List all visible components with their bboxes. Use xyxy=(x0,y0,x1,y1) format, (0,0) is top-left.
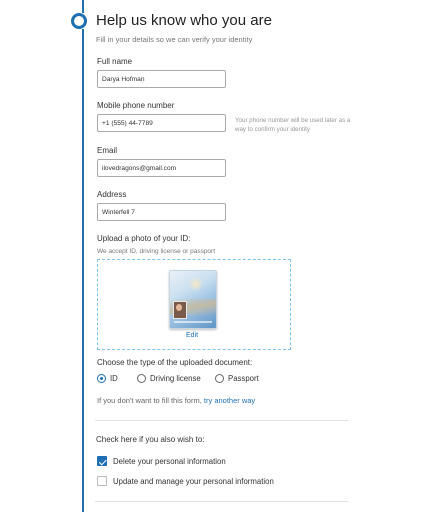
email-label: Email xyxy=(97,146,118,155)
phone-hint: Your phone number will be used later as a way to confirm your identity xyxy=(235,117,351,133)
phone-label: Mobile phone number xyxy=(97,101,175,110)
radio-driving-license[interactable] xyxy=(137,374,146,383)
radio-label-id: ID xyxy=(110,374,118,383)
checkbox-option-update[interactable] xyxy=(97,476,274,486)
full-name-input[interactable] xyxy=(97,70,226,88)
step-indicator-icon xyxy=(71,13,87,29)
radio-option-passport[interactable] xyxy=(215,374,259,383)
checkbox-delete[interactable] xyxy=(97,456,107,466)
edit-upload-link[interactable]: Edit xyxy=(186,332,199,339)
alternative-text xyxy=(97,396,255,405)
card-stripe xyxy=(174,321,212,323)
section-divider xyxy=(95,420,348,421)
try-another-way-link[interactable]: try another way xyxy=(203,396,256,405)
radio-passport[interactable] xyxy=(215,374,224,383)
checkbox-label-update: Update and manage your personal information xyxy=(113,476,274,486)
radio-id[interactable] xyxy=(97,374,106,383)
step-line xyxy=(82,29,84,512)
card-face xyxy=(176,304,182,311)
address-label: Address xyxy=(97,190,127,199)
checkbox-option-delete[interactable] xyxy=(97,456,226,466)
alternative-prefix: If you don't want to fill this form, xyxy=(97,396,202,405)
checkbox-update[interactable] xyxy=(97,476,107,486)
card-sun-graphic xyxy=(188,277,204,291)
step-line-top xyxy=(82,0,84,13)
extra-options-question: Check here if you also wish to: xyxy=(96,435,205,444)
radio-label-passport: Passport xyxy=(228,374,259,383)
address-input[interactable] xyxy=(97,203,226,221)
bottom-divider xyxy=(95,501,348,502)
email-input[interactable] xyxy=(97,159,226,177)
id-document-thumbnail xyxy=(169,270,217,329)
full-name-label: Full name xyxy=(97,57,133,66)
radio-option-driving-license[interactable] xyxy=(137,374,201,383)
radio-option-id[interactable] xyxy=(97,374,118,383)
checkbox-label-delete: Delete your personal information xyxy=(113,456,226,466)
radio-label-driving-license: Driving license xyxy=(150,374,201,383)
document-type-question: Choose the type of the uploaded document: xyxy=(97,358,253,367)
page-subtitle: Fill in your details so we can verify your identity xyxy=(96,35,253,44)
phone-input[interactable] xyxy=(97,114,226,132)
page-title: Help us know who you are xyxy=(96,12,272,29)
upload-sublabel: We accept ID, driving license or passport xyxy=(97,248,216,255)
upload-label: Upload a photo of your ID: xyxy=(97,234,191,243)
